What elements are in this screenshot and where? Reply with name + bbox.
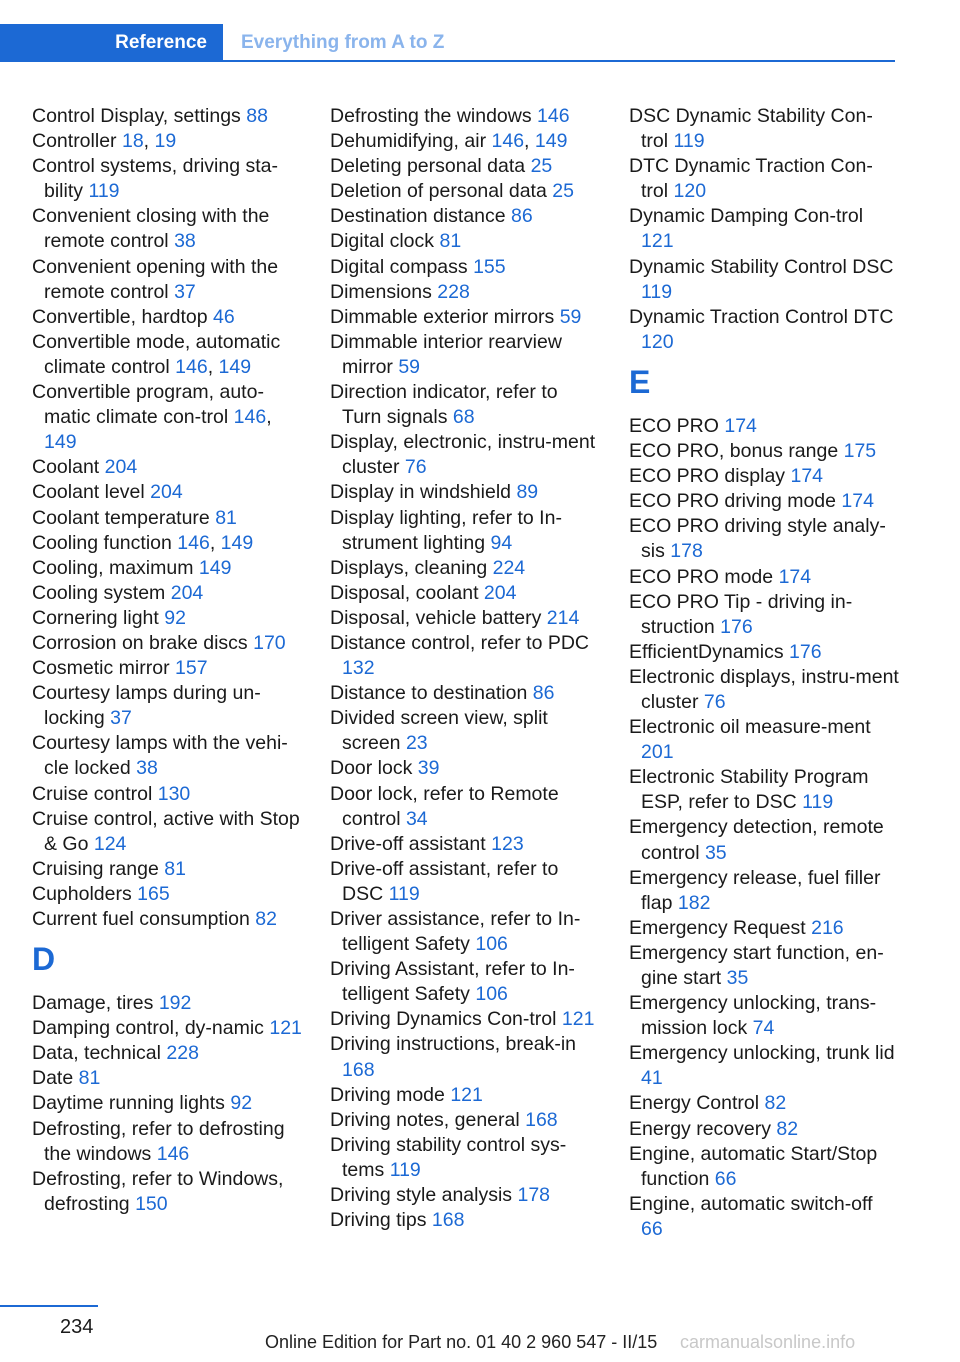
- page-link[interactable]: 86: [511, 205, 533, 228]
- page-link[interactable]: 149: [220, 531, 254, 554]
- entry-term: ECO PRO driving mode: [629, 490, 836, 513]
- page-link[interactable]: 121: [269, 1017, 302, 1040]
- entry-term: Electronic oil measure-ment: [629, 716, 871, 739]
- entry-term: Disposal, vehicle battery: [330, 606, 542, 629]
- entry-term: ECO PRO Tip - driving in-struction: [629, 590, 853, 638]
- entry-term: Convertible program, auto-matic climate con-trol: [32, 381, 264, 429]
- page-link[interactable]: 82: [764, 1092, 787, 1115]
- index-entry: [330, 1183, 600, 1208]
- page-link[interactable]: 132: [342, 657, 375, 680]
- page-link[interactable]: 92: [164, 606, 186, 629]
- page-link[interactable]: 119: [88, 180, 120, 203]
- page-link[interactable]: 214: [546, 606, 580, 629]
- page-link[interactable]: 34: [405, 807, 428, 830]
- entry-term: Convertible mode, automatic climate control: [32, 330, 281, 378]
- page-link[interactable]: 119: [641, 280, 673, 303]
- page-link[interactable]: 37: [174, 280, 196, 303]
- page-link[interactable]: 204: [170, 581, 204, 604]
- page-link[interactable]: 94: [490, 531, 513, 554]
- index-entry: Dehumidifying, air 146, 149: [330, 130, 568, 153]
- index-entry: [330, 606, 600, 631]
- index-entry: [629, 991, 899, 1041]
- entry-term: Digital compass: [330, 255, 468, 278]
- entry-term: Driving notes, general: [330, 1108, 520, 1131]
- index-entry: [32, 204, 302, 254]
- index-entry: [330, 706, 600, 756]
- page-link[interactable]: 66: [641, 1217, 663, 1240]
- index-entry: [330, 1208, 600, 1233]
- index-entry: [629, 514, 899, 564]
- entry-term: Door lock, refer to Remote control: [330, 782, 559, 830]
- index-entry: [32, 857, 302, 882]
- entry-term: Electronic Stability Program ESP, refer to DSC: [629, 766, 869, 814]
- page-link[interactable]: 155: [473, 255, 506, 278]
- index-column-2: [330, 104, 600, 1233]
- entry-term: ECO PRO, bonus range: [629, 440, 839, 463]
- index-entry: [330, 1108, 600, 1133]
- index-entry: [32, 255, 302, 305]
- index-entry: [629, 765, 899, 815]
- entry-term: ECO PRO display: [629, 465, 786, 488]
- page-link[interactable]: 81: [215, 506, 237, 529]
- index-entry: [629, 489, 899, 514]
- page-link[interactable]: 176: [789, 640, 822, 663]
- index-entry: [629, 916, 899, 941]
- entry-term: Deleting personal data: [330, 155, 526, 178]
- index-entry: [330, 430, 600, 480]
- index-entry: [32, 991, 302, 1016]
- index-entry: [330, 255, 600, 280]
- index-entry: [32, 882, 302, 907]
- entry-term: Current fuel consumption: [32, 908, 250, 930]
- page-link[interactable]: 201: [641, 741, 674, 764]
- index-entry: [330, 581, 600, 606]
- index-entry: [330, 480, 600, 505]
- index-entry: Cooling function 146, 149: [32, 531, 254, 554]
- entry-term: Cooling function: [32, 531, 172, 554]
- entry-term: Emergency Request: [629, 916, 806, 939]
- entry-term: Daytime running lights: [32, 1092, 225, 1115]
- entry-term: Dimmable interior rearview mirror: [330, 330, 562, 378]
- page-link[interactable]: 121: [450, 1083, 483, 1106]
- page-link[interactable]: 170: [253, 631, 286, 654]
- index-letter: D: [32, 941, 56, 978]
- entry-term: Dimensions: [330, 280, 432, 303]
- page-link[interactable]: 130: [157, 782, 191, 805]
- page-link[interactable]: 119: [389, 1158, 421, 1181]
- index-entry: [32, 506, 302, 531]
- index-entry: [32, 731, 302, 781]
- index-entry: [32, 907, 302, 932]
- page-link[interactable]: 182: [677, 891, 711, 914]
- index-letter: E: [629, 363, 651, 400]
- entry-term: Drive-off assistant: [330, 832, 486, 855]
- entry-term: Coolant: [32, 456, 100, 479]
- index-entry: [629, 154, 899, 204]
- page-link[interactable]: 89: [516, 481, 539, 504]
- index-entry: [32, 305, 302, 330]
- page-link[interactable]: 149: [218, 355, 252, 378]
- entry-term: Convertible, hardtop: [32, 305, 208, 328]
- page-link[interactable]: 176: [720, 615, 753, 638]
- page-link[interactable]: 76: [703, 690, 726, 713]
- page-link[interactable]: 18: [121, 130, 144, 153]
- entry-term: Controller: [32, 130, 117, 153]
- index-entry: [32, 631, 302, 656]
- page-link[interactable]: 123: [491, 832, 524, 855]
- entry-term: Drive-off assistant, refer to DSC: [330, 857, 559, 905]
- entry-term: Dehumidifying, air: [330, 130, 487, 153]
- entry-term: Digital clock: [330, 230, 435, 253]
- entry-term: Driving tips: [330, 1209, 427, 1232]
- page-link[interactable]: 25: [552, 180, 574, 203]
- entry-term: Driving mode: [330, 1083, 445, 1106]
- entry-term: Cornering light: [32, 606, 159, 629]
- entry-term: Engine, automatic Start/Stop function: [629, 1142, 878, 1190]
- entry-term: Emergency start function, en-gine start: [629, 941, 884, 989]
- index-entry: [330, 631, 600, 681]
- page-link[interactable]: 119: [388, 882, 420, 905]
- page-link[interactable]: 175: [843, 440, 877, 463]
- page-link[interactable]: 120: [641, 330, 674, 353]
- page-link[interactable]: 149: [534, 130, 568, 153]
- entry-term: DSC Dynamic Stability Con-trol: [629, 105, 873, 153]
- entry-term: Destination distance: [330, 205, 506, 228]
- page-link[interactable]: 146: [233, 406, 267, 429]
- index-entry: [330, 756, 600, 781]
- page-link[interactable]: 23: [405, 732, 428, 755]
- page-link[interactable]: 68: [452, 406, 475, 429]
- page-link[interactable]: 224: [492, 556, 526, 579]
- page-link[interactable]: 168: [431, 1209, 465, 1232]
- page-link[interactable]: 74: [752, 1017, 775, 1040]
- index-entry: [32, 1066, 302, 1091]
- entry-term: Coolant level: [32, 481, 145, 504]
- page-link[interactable]: 192: [158, 992, 192, 1015]
- page-link[interactable]: 228: [437, 280, 470, 303]
- page-link[interactable]: 38: [174, 230, 196, 253]
- index-entry: [629, 464, 899, 489]
- entry-term: Cupholders: [32, 882, 132, 905]
- entry-term: Control Display, settings: [32, 105, 241, 127]
- entry-term: Data, technical: [32, 1042, 161, 1065]
- index-entry: [629, 204, 899, 254]
- index-entry: [330, 782, 600, 832]
- subsection-tab[interactable]: Everything from A to Z: [241, 32, 445, 53]
- index-entry: [330, 1133, 600, 1183]
- index-entry: [32, 1091, 302, 1116]
- section-tab[interactable]: Reference: [0, 24, 223, 62]
- entry-term: Dynamic Traction Control DTC: [629, 305, 894, 328]
- index-entry: [32, 807, 302, 857]
- entry-term: Electronic displays, instru-ment cluster: [629, 665, 899, 713]
- page-link[interactable]: 86: [532, 682, 555, 705]
- index-entry: [330, 681, 600, 706]
- entry-term: Emergency unlocking, trans-mission lock: [629, 992, 877, 1040]
- entry-term: Dynamic Damping Con-trol: [629, 205, 864, 228]
- entry-term: Direction indicator, refer to Turn signals: [330, 381, 558, 429]
- index-entry: [330, 280, 600, 305]
- entry-term: Dimmable exterior mirrors: [330, 305, 555, 328]
- page-link[interactable]: 82: [776, 1117, 799, 1140]
- index-entry: [330, 229, 600, 254]
- page-link[interactable]: 59: [398, 355, 421, 378]
- page-link[interactable]: 81: [164, 857, 186, 880]
- page-link[interactable]: 204: [483, 581, 517, 604]
- page-link[interactable]: 59: [559, 305, 582, 328]
- index-entry: [330, 1007, 600, 1032]
- page-link[interactable]: 204: [150, 481, 183, 504]
- entry-term: Coolant temperature: [32, 506, 210, 529]
- entry-term: Defrosting, refer to defrosting the windows: [32, 1117, 285, 1165]
- index-entry: [330, 380, 600, 430]
- footer-rule: [0, 1305, 98, 1307]
- page-link[interactable]: 146: [491, 130, 525, 153]
- index-entry: [629, 715, 899, 765]
- page-link[interactable]: 121: [641, 230, 674, 253]
- index-entry: [32, 782, 302, 807]
- page-link[interactable]: 119: [673, 130, 705, 153]
- page-link[interactable]: 165: [137, 882, 170, 905]
- page-link[interactable]: 106: [475, 933, 508, 956]
- entry-term: Date: [32, 1067, 74, 1090]
- page-link[interactable]: 124: [93, 832, 127, 855]
- index-entry: [629, 866, 899, 916]
- page-link[interactable]: 35: [726, 967, 749, 989]
- index-entry: [629, 439, 899, 464]
- index-entry: [330, 305, 600, 330]
- index-entry: [629, 815, 899, 865]
- page-number: 234: [60, 1316, 94, 1338]
- index-entry: [629, 1192, 899, 1242]
- page-link[interactable]: 41: [641, 1067, 663, 1090]
- entry-term: Cruising range: [32, 857, 159, 880]
- entry-term: Distance to destination: [330, 682, 528, 705]
- entry-term: Cosmetic mirror: [32, 657, 170, 680]
- entry-term: Deletion of personal data: [330, 180, 547, 203]
- entry-term: Displays, cleaning: [330, 556, 488, 579]
- entry-term: Emergency unlocking, trunk lid: [629, 1042, 895, 1065]
- watermark-text: carmanualsonline.info: [680, 1332, 856, 1352]
- entry-term: Driving instructions, break-in: [330, 1033, 577, 1056]
- page-link[interactable]: 81: [78, 1067, 101, 1090]
- index-entry: [330, 1083, 600, 1108]
- index-entry: [330, 832, 600, 857]
- entry-term: Courtesy lamps with the vehi-cle locked: [32, 732, 288, 780]
- entry-term: Convenient opening with the remote control: [32, 255, 279, 303]
- index-entry: [330, 506, 600, 556]
- index-entry: [330, 556, 600, 581]
- entry-term: Control systems, driving sta-bility: [32, 155, 278, 203]
- entry-term: Convenient closing with the remote control: [32, 205, 270, 253]
- index-entry: [330, 154, 600, 179]
- index-entry: [32, 656, 302, 681]
- index-entry: [330, 857, 600, 907]
- entry-term: Driving stability control sys-tems: [330, 1133, 567, 1181]
- index-entry: [629, 941, 899, 991]
- page-link[interactable]: 146: [537, 105, 570, 127]
- index-entry: Convertible mode, automatic climate control 146, 149: [32, 330, 281, 378]
- page-link[interactable]: 174: [724, 414, 757, 437]
- index-entry: [32, 1167, 302, 1217]
- entry-term: ECO PRO driving style analy-sis: [629, 515, 886, 563]
- page-link[interactable]: 92: [230, 1092, 253, 1115]
- entry-term: Divided screen view, split screen: [330, 707, 548, 755]
- page-link[interactable]: 149: [198, 556, 232, 579]
- page-link[interactable]: 106: [475, 983, 508, 1006]
- index-entry: [629, 1091, 899, 1116]
- page-link[interactable]: 168: [342, 1058, 375, 1081]
- page-link[interactable]: 146: [175, 355, 208, 378]
- index-entry: [629, 414, 899, 439]
- index-entry: [330, 330, 600, 380]
- index-entry: Controller 18, 19: [32, 130, 177, 153]
- page-link[interactable]: 88: [246, 105, 268, 127]
- page-link[interactable]: 82: [255, 908, 277, 930]
- page-link[interactable]: 174: [841, 490, 874, 513]
- entry-term: Corrosion on brake discs: [32, 631, 248, 654]
- page-link[interactable]: 150: [135, 1192, 168, 1215]
- entry-term: Door lock: [330, 757, 413, 780]
- entry-term: Engine, automatic switch-off: [629, 1192, 873, 1215]
- entry-term: Display, electronic, instru-ment cluster: [330, 431, 596, 479]
- index-entry: [32, 1016, 302, 1041]
- edition-note: Online Edition for Part no. 01 40 2 960 547 - II/15: [265, 1332, 658, 1352]
- index-entry: [629, 1041, 899, 1091]
- entry-term: Driving Dynamics Con-trol: [330, 1008, 557, 1031]
- page-link[interactable]: 216: [811, 916, 844, 939]
- page-link[interactable]: 146: [156, 1142, 190, 1165]
- index-entry: [32, 556, 302, 581]
- index-entry: [330, 907, 600, 957]
- page-link[interactable]: 76: [404, 456, 427, 479]
- page-link[interactable]: 37: [110, 707, 132, 730]
- entry-term: Distance control, refer to PDC: [330, 631, 590, 654]
- entry-term: Display in windshield: [330, 481, 512, 504]
- entry-term: Cruise control: [32, 782, 153, 805]
- entry-term: Defrosting, refer to Windows, defrosting: [32, 1167, 284, 1215]
- entry-term: Cooling system: [32, 581, 166, 604]
- index-entry: [629, 305, 899, 355]
- index-entry: [629, 640, 899, 665]
- index-entry: [629, 104, 899, 154]
- entry-term: Cooling, maximum: [32, 556, 194, 579]
- page-link[interactable]: 66: [714, 1167, 737, 1190]
- page-link[interactable]: 120: [673, 180, 707, 203]
- entry-term: Emergency detection, remote control: [629, 816, 884, 864]
- entry-term: ECO PRO: [629, 414, 719, 437]
- index-column-1: [32, 104, 302, 1217]
- page-link[interactable]: 149: [44, 431, 77, 454]
- page-link[interactable]: 121: [561, 1008, 595, 1031]
- index-entry: [32, 1117, 302, 1167]
- page-link[interactable]: 38: [136, 757, 158, 780]
- page-link[interactable]: 178: [670, 540, 703, 563]
- page-link[interactable]: 25: [530, 155, 553, 178]
- page-header: [0, 24, 895, 62]
- header-rule: [223, 60, 895, 62]
- entry-term: EfficientDynamics: [629, 640, 784, 663]
- page-link[interactable]: 119: [802, 791, 834, 814]
- page-link[interactable]: 81: [439, 230, 462, 253]
- page-link[interactable]: 168: [525, 1108, 558, 1131]
- index-entry: [330, 204, 600, 229]
- entry-term: Damage, tires: [32, 992, 154, 1015]
- index-entry: [629, 665, 899, 715]
- page-link[interactable]: 228: [166, 1042, 199, 1065]
- index-entry: [629, 255, 899, 305]
- page-link[interactable]: 174: [790, 465, 824, 488]
- index-entry: [32, 154, 302, 204]
- index-entry: [330, 104, 600, 129]
- page-link[interactable]: 19: [154, 130, 177, 153]
- entry-term: ECO PRO mode: [629, 565, 774, 588]
- index-entry: [32, 455, 302, 480]
- index-entry: [32, 480, 302, 505]
- index-entry: [629, 1117, 899, 1142]
- entry-term: Courtesy lamps during un-locking: [32, 682, 261, 730]
- entry-term: Display lighting, refer to In-strument lighting: [330, 506, 562, 554]
- entry-term: Dynamic Stability Control DSC: [629, 255, 894, 278]
- index-entry: [32, 681, 302, 731]
- entry-term: Damping control, dy-namic: [32, 1017, 264, 1040]
- entry-term: Driving Assistant, refer to In-telligent Safety: [330, 958, 575, 1006]
- page-link[interactable]: 157: [175, 657, 208, 680]
- index-entry: [330, 179, 600, 204]
- entry-term: Defrosting the windows: [330, 105, 532, 127]
- page-link[interactable]: 204: [104, 456, 138, 479]
- entry-term: Energy recovery: [629, 1117, 771, 1140]
- index-entry: [330, 957, 600, 1007]
- index-entry: Convertible program, auto-matic climate con-trol 146, 149: [32, 381, 272, 454]
- entry-term: Disposal, coolant: [330, 581, 479, 604]
- index-entry: [629, 1142, 899, 1192]
- page-link[interactable]: 35: [704, 841, 727, 864]
- entry-term: Cruise control, active with Stop & Go: [32, 807, 300, 855]
- index-entry: [629, 565, 899, 590]
- page-link[interactable]: 46: [213, 305, 235, 328]
- page-link[interactable]: 146: [177, 531, 210, 554]
- entry-term: Driver assistance, refer to In-telligent Safety: [330, 908, 581, 956]
- entry-term: Driving style analysis: [330, 1184, 513, 1207]
- page-link[interactable]: 178: [517, 1184, 551, 1207]
- index-entry: [32, 1041, 302, 1066]
- page-link[interactable]: 39: [417, 757, 440, 780]
- entry-term: Emergency release, fuel filler flap: [629, 866, 881, 914]
- page-link[interactable]: 174: [778, 565, 812, 588]
- entry-term: Energy Control: [629, 1092, 760, 1115]
- index-entry: [32, 581, 302, 606]
- index-entry: [629, 590, 899, 640]
- index-column-3: [629, 104, 899, 1242]
- index-entry: [330, 1032, 600, 1082]
- index-entry: [32, 606, 302, 631]
- index-entry: [32, 104, 302, 129]
- entry-term: DTC Dynamic Traction Con-trol: [629, 155, 873, 203]
